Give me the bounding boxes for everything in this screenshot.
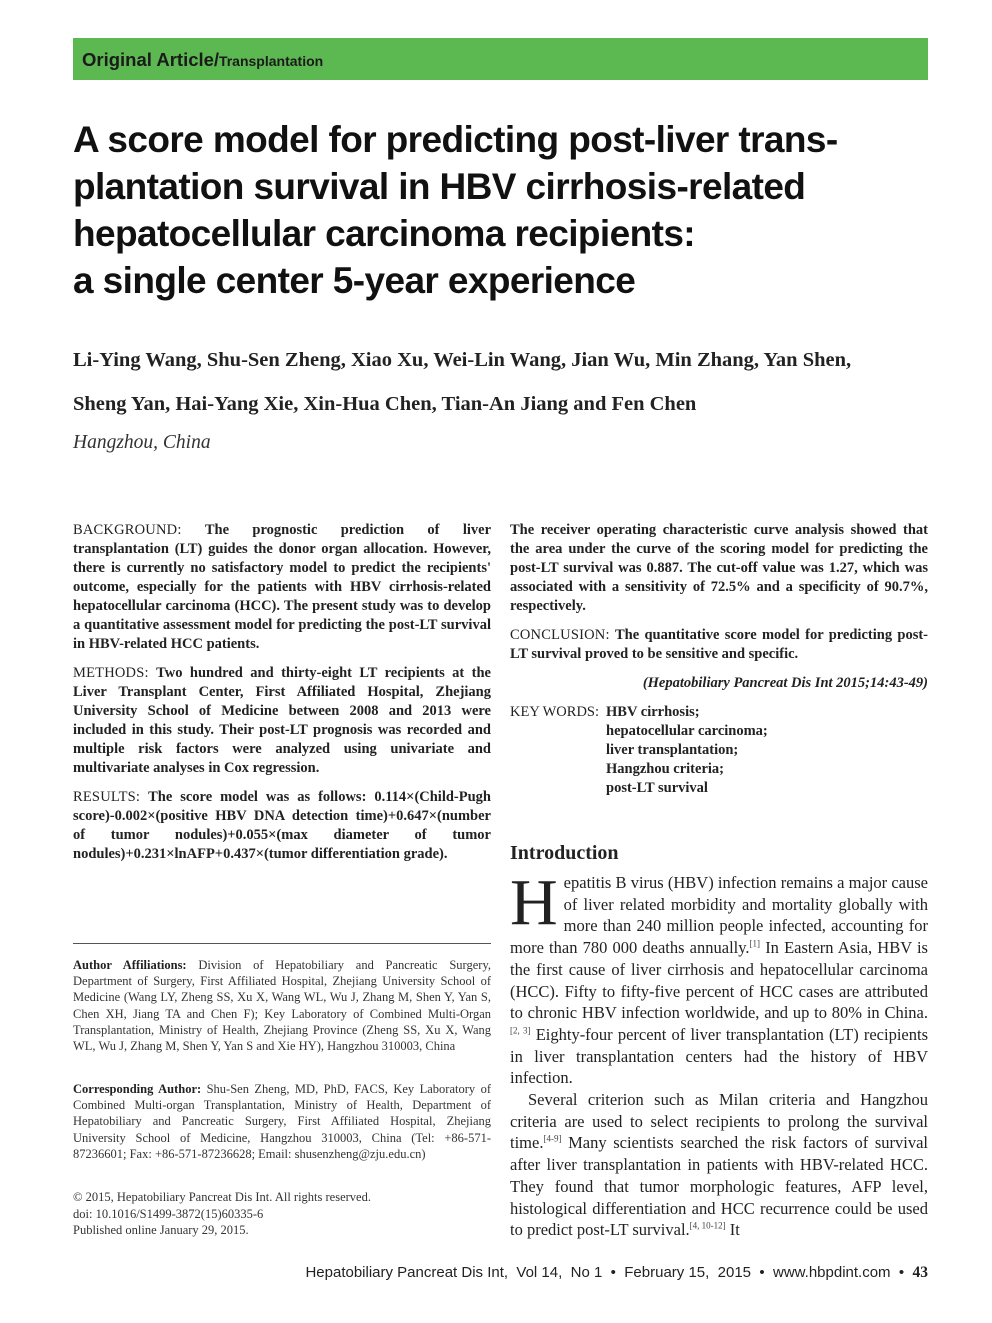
intro-text: epatitis B virus (HBV) infection remains a major cause of liver related morbidity and mortality globally with more than 240 million people infected, accounting for more than 780 000 deaths annually.	[510, 873, 928, 958]
article-title	[73, 116, 933, 304]
intro-paragraph	[510, 1089, 928, 1241]
background-text: The prognostic prediction of liver transplantation (LT) guides the donor organ allocation. However, there is currently no satisfactory model to predict the recipients' outcome, especially for the patients with HBV cirrhosis-related hepatocellular carcinoma (HCC). The present study was to develop a quantitative assessment model for predicting the post-LT survival in HBV-related HCC patients.	[73, 522, 492, 652]
footer-year: 2015	[717, 1264, 752, 1281]
reference-link[interactable]: [4, 10-12]	[689, 1220, 726, 1231]
intro-text: It	[725, 1220, 740, 1240]
abstract-results	[73, 788, 491, 864]
abstract-right-column	[510, 521, 928, 798]
introduction-body	[510, 866, 928, 1241]
keywords-list	[606, 703, 768, 798]
keyword-item: hepatocellular carcinoma;	[606, 723, 768, 739]
intro-text: Eighty-four percent of liver transplantation (LT) recipients in liver transplantation centers had the history of HBV infection.	[510, 1024, 928, 1088]
introduction-heading: Introduction	[510, 842, 619, 864]
author-affiliations	[73, 957, 491, 1054]
keyword-item: post-LT survival	[606, 780, 708, 796]
footer-volume: Vol 14,	[516, 1264, 563, 1281]
corresponding-label: Corresponding Author:	[73, 1082, 202, 1096]
author-list	[73, 338, 933, 426]
results-text: The score model was as follows: 0.114×(Child-Pugh score)-0.002×(positive HBV DNA detection time)+0.647×(number of tumor nodules)+0.055×(max diameter of tumor nodules)+0.231×lnAFP+0.437×(tumor differentiation grade).	[73, 789, 491, 862]
publication-info	[73, 1189, 491, 1239]
reference-link[interactable]: [2, 3]	[510, 1025, 531, 1036]
footer-url[interactable]: www.hbpdint.com	[772, 1264, 891, 1281]
intro-text: Several criterion such as Milan criteria and Hangzhou criteria are used to select recipients to prolong the survival time.	[510, 1090, 928, 1153]
abstract-results-continued	[510, 521, 928, 616]
citation-open: (	[642, 675, 648, 691]
citation-text: Hepatobiliary Pancreat Dis Int 2015;14:43-49	[647, 675, 924, 691]
intro-paragraph	[510, 866, 928, 1089]
footer-bullet: •	[898, 1264, 905, 1281]
intro-text: Many scientists searched the risk factors of survival after liver transplantation in patients with HBV-related HCC. They found that tumor morphologic features, AFP level, histological differentiation and HCC recurrence could be used to predict post-LT survival.	[510, 1133, 928, 1240]
abstract-citation	[510, 674, 928, 693]
intro-text: In Eastern Asia, HBV is the first cause of liver cirrhosis and hepatocellular carcinoma (HCC). Fifty to fifty-five percent of HCC cases are attributed to chronic HBV infection worldwide, and up to 80% in China.	[510, 938, 928, 1023]
corresponding-author	[73, 1081, 491, 1162]
title-line: a single center 5-year experience	[73, 260, 636, 301]
page-footer	[262, 1264, 928, 1282]
doi-line[interactable]: doi: 10.1016/S1499-3872(15)60335-6	[73, 1206, 264, 1221]
citation-close: )	[923, 675, 928, 691]
methods-label: METHODS:	[73, 665, 149, 681]
drop-cap: H	[510, 866, 558, 939]
footer-issue: No 1	[570, 1264, 603, 1281]
footer-journal: Hepatobiliary Pancreat Dis Int,	[305, 1264, 509, 1281]
footer-bullet: •	[610, 1264, 616, 1281]
title-line: A score model for predicting post-liver trans-	[73, 119, 838, 160]
title-line: plantation survival in HBV cirrhosis-related	[73, 166, 806, 207]
results-label: RESULTS:	[73, 789, 141, 805]
affiliations-label: Author Affiliations:	[73, 958, 187, 972]
page-number: 43	[912, 1264, 928, 1281]
keywords	[510, 703, 928, 798]
author-location: Hangzhou, China	[73, 432, 211, 453]
conclusion-label: CONCLUSION:	[510, 627, 610, 643]
reference-link[interactable]: [4-9]	[543, 1133, 562, 1144]
keywords-label: KEY WORDS:	[510, 704, 600, 720]
keyword-item: liver transplantation;	[606, 742, 739, 758]
background-label: BACKGROUND:	[73, 522, 182, 538]
methods-text: Two hundred and thirty-eight LT recipients at the Liver Transplant Center, First Affiliated Hospital, Zhejiang University School of Medicine between 2008 and 2013 were included in this study. Their post-LT prognosis was recorded and multiple risk factors were analyzed using univariate and multivariate analyses in Cox regression.	[73, 665, 491, 776]
corresponding-text: Shu-Sen Zheng, MD, PhD, FACS, Key Laboratory of Combined Multi-organ Transplantation, Ministry of Health, Department of Hepatobiliary and Pancreatic Surgery, First Affiliated Hospital, Zhejiang University School of Medicine, Hangzhou 310003, China (Tel: +86-571-87236601; Fax: +86-571-87236628; Email: shusenzheng@zju.edu.cn)	[73, 1082, 491, 1161]
abstract-left-column	[73, 521, 491, 874]
published-line: Published online January 29, 2015.	[73, 1223, 249, 1237]
conclusion-text: The quantitative score model for predicting post-LT survival proved to be sensitive and specific.	[510, 627, 928, 662]
results-continued-text: The receiver operating characteristic curve analysis showed that the area under the curve of the scoring model for predicting the post-LT survival was 0.887. The cut-off value was 1.27, which was associated with a sensitivity of 72.5% and a specificity of 90.7%, respectively.	[510, 522, 928, 614]
keyword-item: HBV cirrhosis;	[606, 704, 700, 720]
footer-date: February 15,	[624, 1264, 710, 1281]
section-separator: /	[213, 50, 219, 70]
reference-link[interactable]: [1]	[749, 938, 761, 949]
keyword-item: Hangzhou criteria;	[606, 761, 724, 777]
subsection-label: Transplantation	[218, 53, 324, 69]
section-label: Original Article	[82, 49, 214, 70]
copyright-line: © 2015, Hepatobiliary Pancreat Dis Int. All rights reserved.	[73, 1190, 371, 1204]
abstract-methods	[73, 664, 491, 778]
affiliations-text: Division of Hepatobiliary and Pancreatic Surgery, Department of Surgery, First Affiliated Hospital, Zhejiang University School of Medicine (Wang LY, Zheng SS, Xu X, Wang WL, Wu J, Zhang M, Shen Y, Yan S, Chen XH, Jiang TA and Chen F); Key Laboratory of Combined Multi-Organ Transplantation, Ministry of Health, Zhejiang Province (Zheng SS, Xu X, Wang WL, Wu J, Zhang M, Shen Y, Yan S and Xie HY), Hangzhou 310003, China	[73, 958, 492, 1054]
section-banner	[73, 38, 928, 80]
author-line: Sheng Yan, Hai-Yang Xie, Xin-Hua Chen, Tian-An Jiang and Fen Chen	[73, 393, 697, 415]
footnote-divider	[73, 943, 491, 944]
footer-bullet: •	[759, 1264, 765, 1281]
author-line: Li-Ying Wang, Shu-Sen Zheng, Xiao Xu, Wei-Lin Wang, Jian Wu, Min Zhang, Yan Shen,	[73, 349, 852, 371]
abstract-conclusion	[510, 626, 928, 664]
abstract-background	[73, 521, 491, 654]
title-line: hepatocellular carcinoma recipients:	[73, 213, 696, 254]
